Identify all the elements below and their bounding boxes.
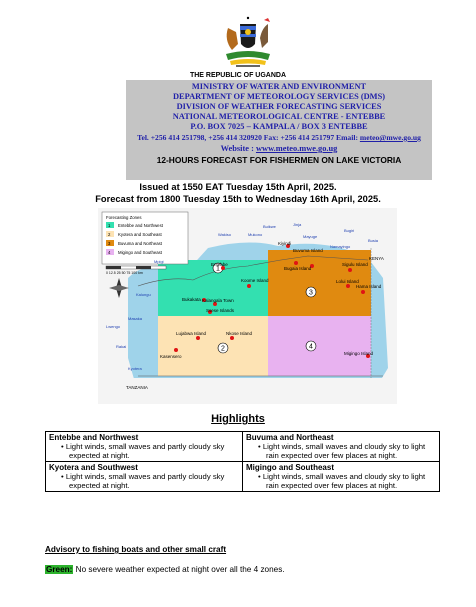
zone-forecast: • Light winds, small waves and partly cloudy sky expected at night. — [49, 442, 239, 460]
label-sigulu: Sigulu Island — [342, 262, 368, 267]
legend-zone-3: Buvuma and Northeast — [118, 241, 162, 246]
label-lwengo: Lwengo — [106, 324, 121, 329]
zone-cell — [243, 462, 440, 492]
department-name: DEPARTMENT OF METEOROLOGY SERVICES (DMS) — [172, 92, 386, 101]
label-buvuma: Buvuma Island — [293, 248, 323, 253]
legend-zone-2: Kyotera and Southeast — [118, 232, 162, 237]
status-text: No severe weather expected at night over all the 4 zones. — [73, 565, 285, 574]
label-kasensero: Kasensero — [160, 354, 182, 359]
label-bukakata: Bukakata — [182, 297, 201, 302]
issued-time: Issued at 1550 EAT Tuesday 15th April, 2025. — [139, 182, 337, 192]
lake-victoria-zone-map — [98, 208, 397, 404]
centre-name: NATIONAL METEOROLOGICAL CENTRE - ENTEBBE — [172, 112, 386, 121]
advisory-status — [45, 565, 285, 574]
zone-name: Migingo and Southeast — [246, 463, 334, 472]
label-kalungu: Kalungu — [136, 292, 151, 297]
contact-line — [126, 133, 432, 143]
highlights-table — [45, 431, 440, 492]
label-masaka: Masaka — [128, 316, 143, 321]
ministry-name: MINISTRY OF WATER AND ENVIRONMENT — [191, 82, 367, 91]
label-rakai: Rakai — [116, 344, 127, 349]
zone-number-4: 4 — [309, 343, 313, 351]
zone-2-area — [158, 316, 268, 376]
coat-of-arms — [218, 14, 278, 70]
website-label: Website : — [220, 144, 256, 153]
website-line — [126, 144, 432, 154]
legend-num-1: 1 — [108, 223, 111, 228]
label-kenya: KENYA — [369, 256, 384, 261]
zone-name: Kyotera and Southwest — [49, 463, 138, 472]
zone-cell — [243, 432, 440, 462]
label-nkose: Nkose Island — [226, 331, 253, 336]
label-bugaia: Bugaia Island — [284, 266, 312, 271]
website-link[interactable]: www.meteo.mwe.go.ug — [255, 144, 338, 153]
label-namayingo: Namayingo — [330, 244, 351, 249]
zone-forecast: • Light winds, small waves and cloudy sky to light rain expected over few places at night. — [246, 472, 436, 490]
label-tanzania: TANZANIA — [126, 385, 148, 390]
legend-num-2: 2 — [108, 232, 111, 237]
legend-zone-1: Entebbe and Northwest — [118, 223, 163, 228]
label-lujabwa: Lujabwa Island — [176, 331, 207, 336]
tel-fax-text: Tel. +256 414 251798, +256 414 320920 Fax: +256 414 251797 Email: — [137, 133, 360, 142]
header-block — [126, 80, 432, 180]
zone-name: Entebbe and Northwest — [49, 433, 139, 442]
label-ssese: Ssese Islands — [206, 308, 235, 313]
label-wakiso: Wakiso — [218, 232, 231, 237]
label-kyotera: Kyotera — [128, 366, 142, 371]
advisory-title: Advisory to fishing boats and other small craft — [45, 545, 227, 554]
zone-number-1: 1 — [216, 265, 220, 273]
label-mpigi: Mpigi — [154, 259, 164, 264]
label-bugiri: Bugiri — [344, 228, 355, 233]
zone-name: Buvuma and Northeast — [246, 433, 334, 442]
zone-number-3: 3 — [309, 289, 313, 297]
highlights-title: Highlights — [211, 413, 265, 425]
label-mukono: Mukono — [248, 232, 263, 237]
legend-zone-4: Migingo and Southeast — [118, 250, 162, 255]
label-koome: Koome Island — [241, 278, 269, 283]
label-mayuge: Mayuge — [303, 234, 318, 239]
label-busia: Busia — [368, 238, 379, 243]
division-name: DIVISION OF WEATHER FORECASTING SERVICES — [176, 102, 382, 111]
zone-forecast: • Light winds, small waves and cloudy sky to light rain expected over few places at night. — [246, 442, 436, 460]
zone-cell — [46, 432, 243, 462]
label-hama: Hama Island — [356, 284, 382, 289]
forecast-period: Forecast from 1800 Tuesday 15th to Wednesday 16th April, 2025. — [95, 194, 381, 204]
label-buikwe: Buikwe — [263, 224, 276, 229]
legend-num-4: 4 — [108, 250, 111, 255]
email-link[interactable]: meteo@mwe.go.ug — [359, 133, 421, 142]
zone-number-2: 2 — [221, 345, 225, 353]
country-name: THE REPUBLIC OF UGANDA — [189, 72, 287, 79]
po-box: P.O. BOX 7025 – KAMPALA / BOX 3 ENTEBBE — [190, 122, 368, 131]
legend-title: Forecasting Zones — [106, 215, 142, 220]
zone-cell — [46, 462, 243, 492]
forecast-title: 12-HOURS FORECAST FOR FISHERMEN ON LAKE VICTORIA — [156, 155, 402, 165]
label-kalangala: Kalangala Town — [202, 298, 234, 303]
label-entebbe: Entebbe — [211, 262, 228, 267]
label-migingo: Migingo Island — [344, 351, 374, 356]
status-badge: Green: — [46, 565, 73, 574]
scale-bar-label: 0 12.5 25 50 75 100 km — [106, 271, 143, 275]
label-kiyindi: Kiyindi — [278, 241, 292, 246]
label-lolui: Lolui Island — [336, 279, 359, 284]
legend-num-3: 3 — [108, 241, 111, 246]
zone-4-area — [268, 316, 371, 376]
zone-forecast: • Light winds, small waves and partly cloudy sky expected at night. — [49, 472, 239, 490]
label-jinja: Jinja — [293, 222, 302, 227]
